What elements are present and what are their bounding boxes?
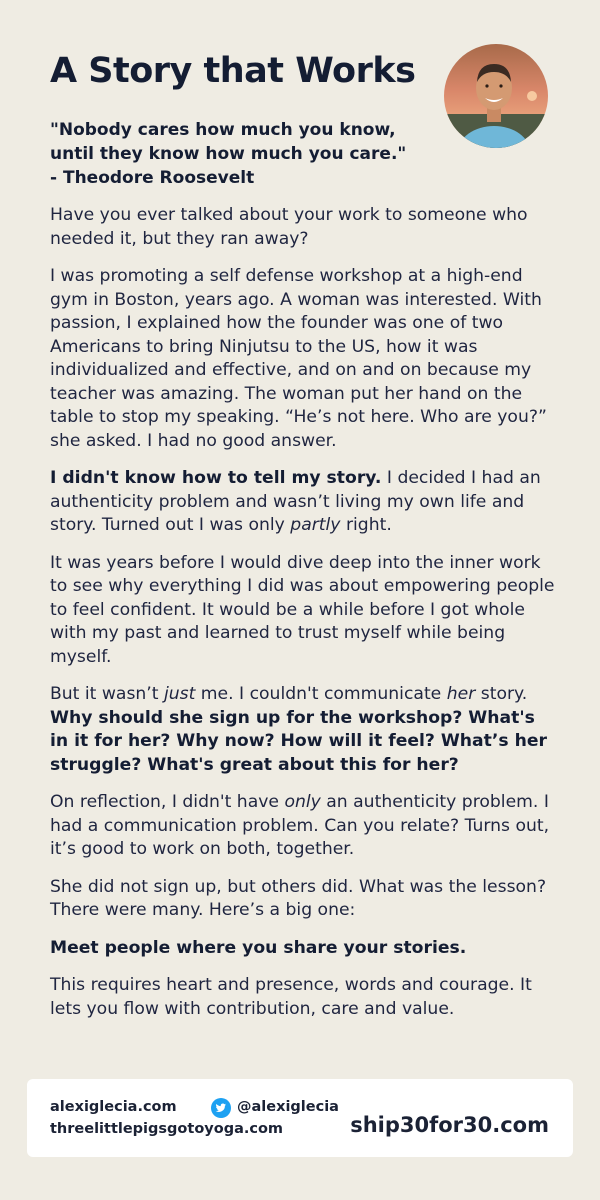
paragraph-2: I was promoting a self defense workshop at a high-end gym in Boston, years ago. A woman was interested. With passion, I explained how the founder was one of two Americans to bring Ninjutsu to the US, how it was individualized and effective, and on and on because my teacher was amazing. The woman put her hand on the table to stop my speaking. “He’s not here. Who are you?” she asked. I had no good answer. [50,266,547,451]
paragraph-5-emphasis-1: just [163,684,196,704]
paragraph-1: Have you ever talked about your work to someone who needed it, but they ran away? [50,205,528,249]
paragraph-3-bold: I didn't know how to tell my story. [50,468,382,488]
paragraph-3 [50,467,555,538]
paragraph-5-bold: Why should she sign up for the workshop? What's in it for her? Why now? How will it feel? What’s her struggle? What's great about this for her? [50,707,547,775]
paragraph-6-emphasis: only [284,792,321,812]
paragraph-3-text-a: I decided I had an authenticity problem and wasn’t living my own life and story. Turned out I was only [50,468,541,535]
paragraph-6-text-a: On reflection, I didn't have [50,792,285,812]
paragraph-6-text-b: an authenticity problem. I had a communication problem. Can you relate? Turns out, it’s good to work on both, together. [50,792,550,859]
twitter-handle-link[interactable]: @alexiglecia [237,1099,339,1115]
quote-line-1: "Nobody cares how much you know, [50,120,396,140]
article-body [50,118,555,1035]
paragraph-8-bold: Meet people where you share your stories. [50,937,467,958]
paragraph-5 [50,683,555,777]
footer-card [27,1079,573,1157]
paragraph-3-emphasis: partly [290,515,341,535]
quote-attribution: - Theodore Roosevelt [50,168,255,188]
paragraph-9: This requires heart and presence, words and courage. It lets you flow with contribution, care and value. [50,975,532,1019]
paragraph-4: It was years before I would dive deep into the inner work to see why everything I did was about empowering people to feel confident. It would be a while before I got whole with my past and learned to trust myself while being myself. [50,552,555,667]
paragraph-5-text-c: story. [475,684,528,704]
website-link[interactable]: alexiglecia.com [50,1099,177,1115]
quote-line-2: until they know how much you care." [50,144,407,164]
paragraph-6 [50,791,555,862]
paragraph-5-emphasis-2: her [446,684,476,704]
paragraph-7: She did not sign up, but others did. What was the lesson? There were many. Here’s a big one: [50,876,547,920]
quote [50,118,555,190]
website-2-link[interactable]: threelittlepigsgotoyoga.com [50,1121,284,1137]
paragraph-8 [50,937,555,961]
paragraph-5-text-b: me. I couldn't communicate [195,684,447,704]
page-title: A Story that Works [50,51,416,91]
paragraph-5-text-a: But it wasn’t [50,684,164,704]
paragraph-3-text-b: right. [340,515,392,535]
ship30-link[interactable]: ship30for30.com [350,1113,549,1137]
twitter-bird-icon [211,1098,231,1118]
